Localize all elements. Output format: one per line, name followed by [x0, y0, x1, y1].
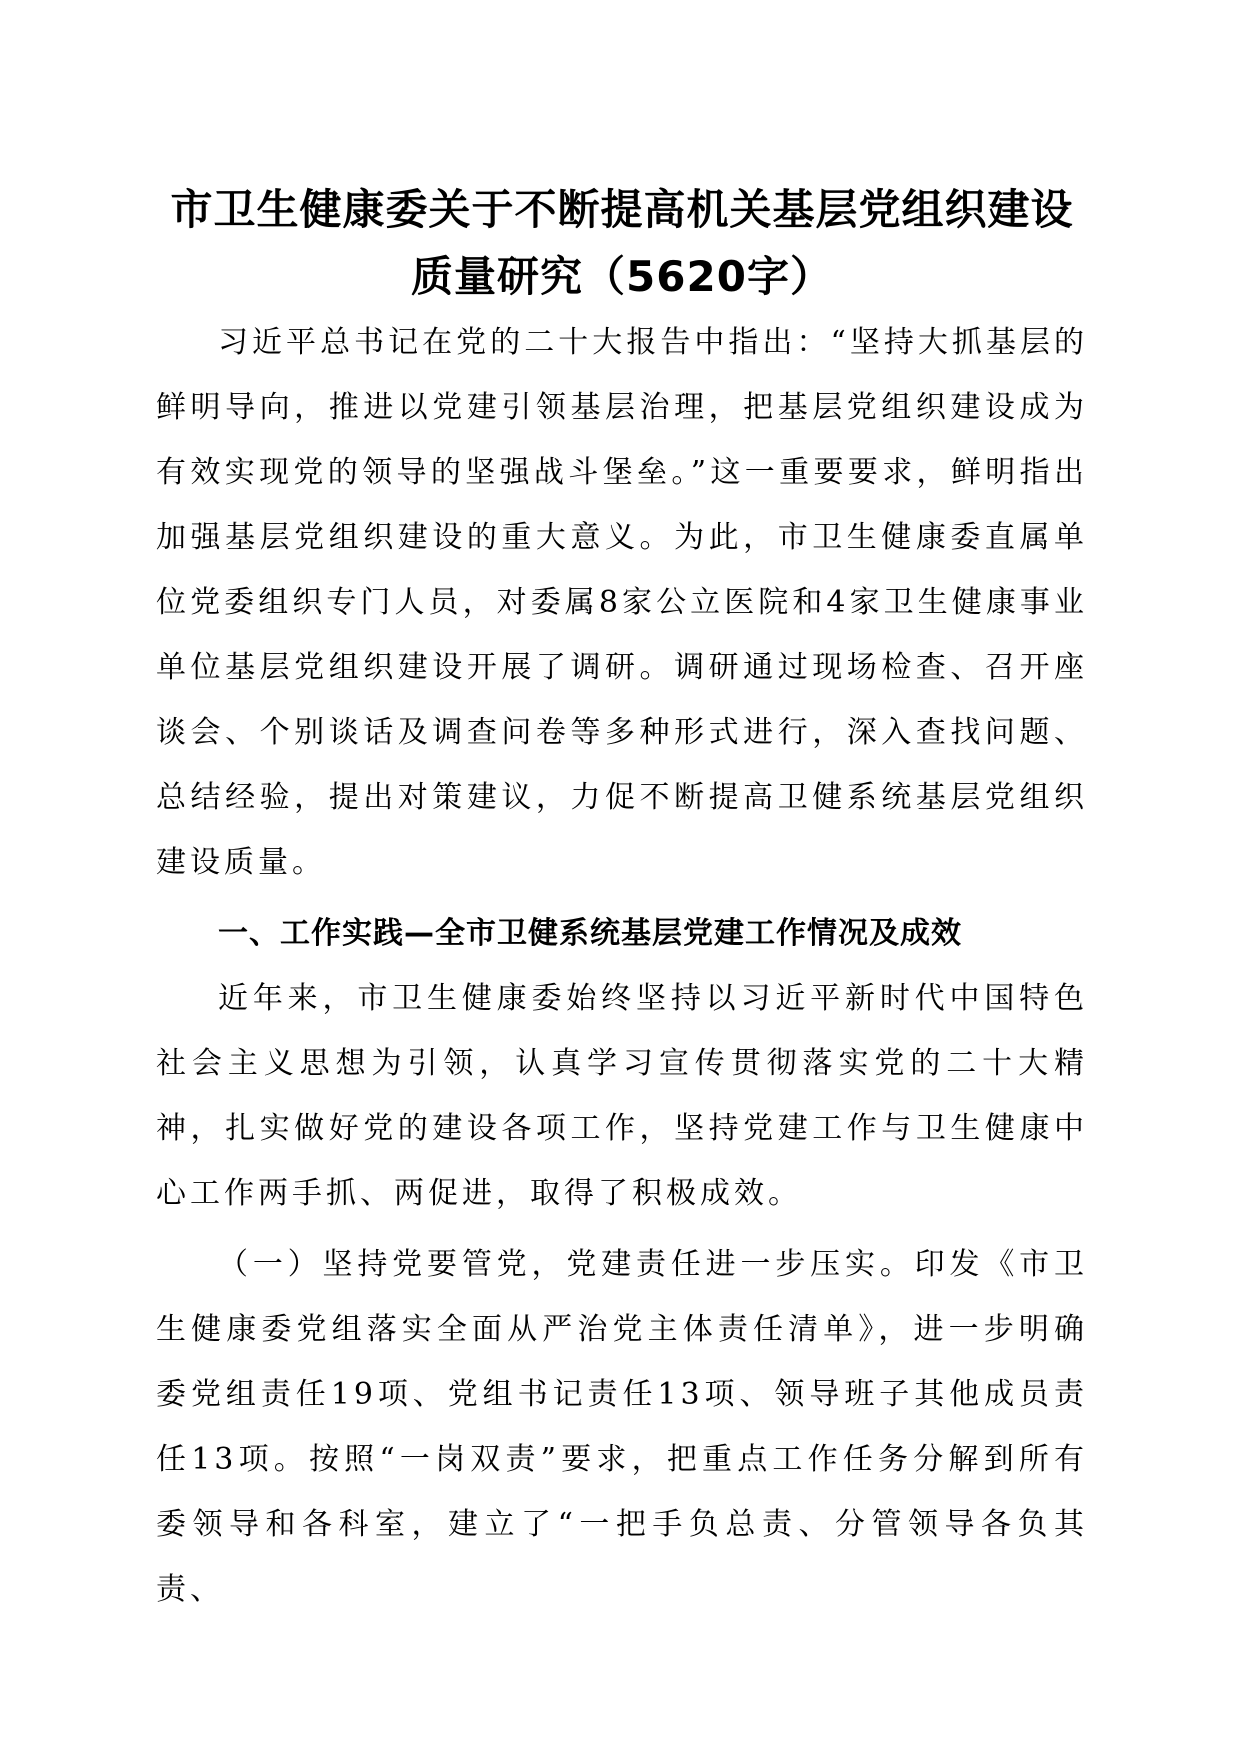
document-title: 市卫生健康委关于不断提高机关基层党组织建设质量研究（5620字） — [170, 185, 1074, 301]
section-heading: 一、工作实践—全市卫健系统基层党建工作情况及成效 — [218, 916, 962, 951]
document-body — [156, 176, 1088, 1622]
section-paragraph: 近年来，市卫生健康委始终坚持以习近平新时代中国特色社会主义思想为引领，认真学习宣传贯彻落实党的二十大精神，扎实做好党的建设各项工作，坚持党建工作与卫生健康中心工作两手抓、两促进，取得了积极成效。 — [156, 981, 1088, 1211]
subsection-paragraph: （一）坚持党要管党，党建责任进一步压实。印发《市卫生健康委党组落实全面从严治党主体责任清单》，进一步明确委党组责任19项、党组书记责任13项、领导班子其他成员责任13项。按照“一岗双责”要求，把重点工作任务分解到所有委领导和各科室，建立了“一把手负总责、分管领导各负其责、 — [156, 1247, 1088, 1607]
intro-paragraph: 习近平总书记在党的二十大报告中指出：“坚持大抓基层的鲜明导向，推进以党建引领基层治理，把基层党组织建设成为有效实现党的领导的坚强战斗堡垒。”这一重要要求，鲜明指出加强基层党组织建设的重大意义。为此，市卫生健康委直属单位党委组织专门人员，对委属8家公立医院和4家卫生健康事业单位基层党组织建设开展了调研。调研通过现场检查、召开座谈会、个别谈话及调查问卷等多种形式进行，深入查找问题、总结经验，提出对策建议，力促不断提高卫健系统基层党组织建设质量。 — [156, 325, 1088, 880]
